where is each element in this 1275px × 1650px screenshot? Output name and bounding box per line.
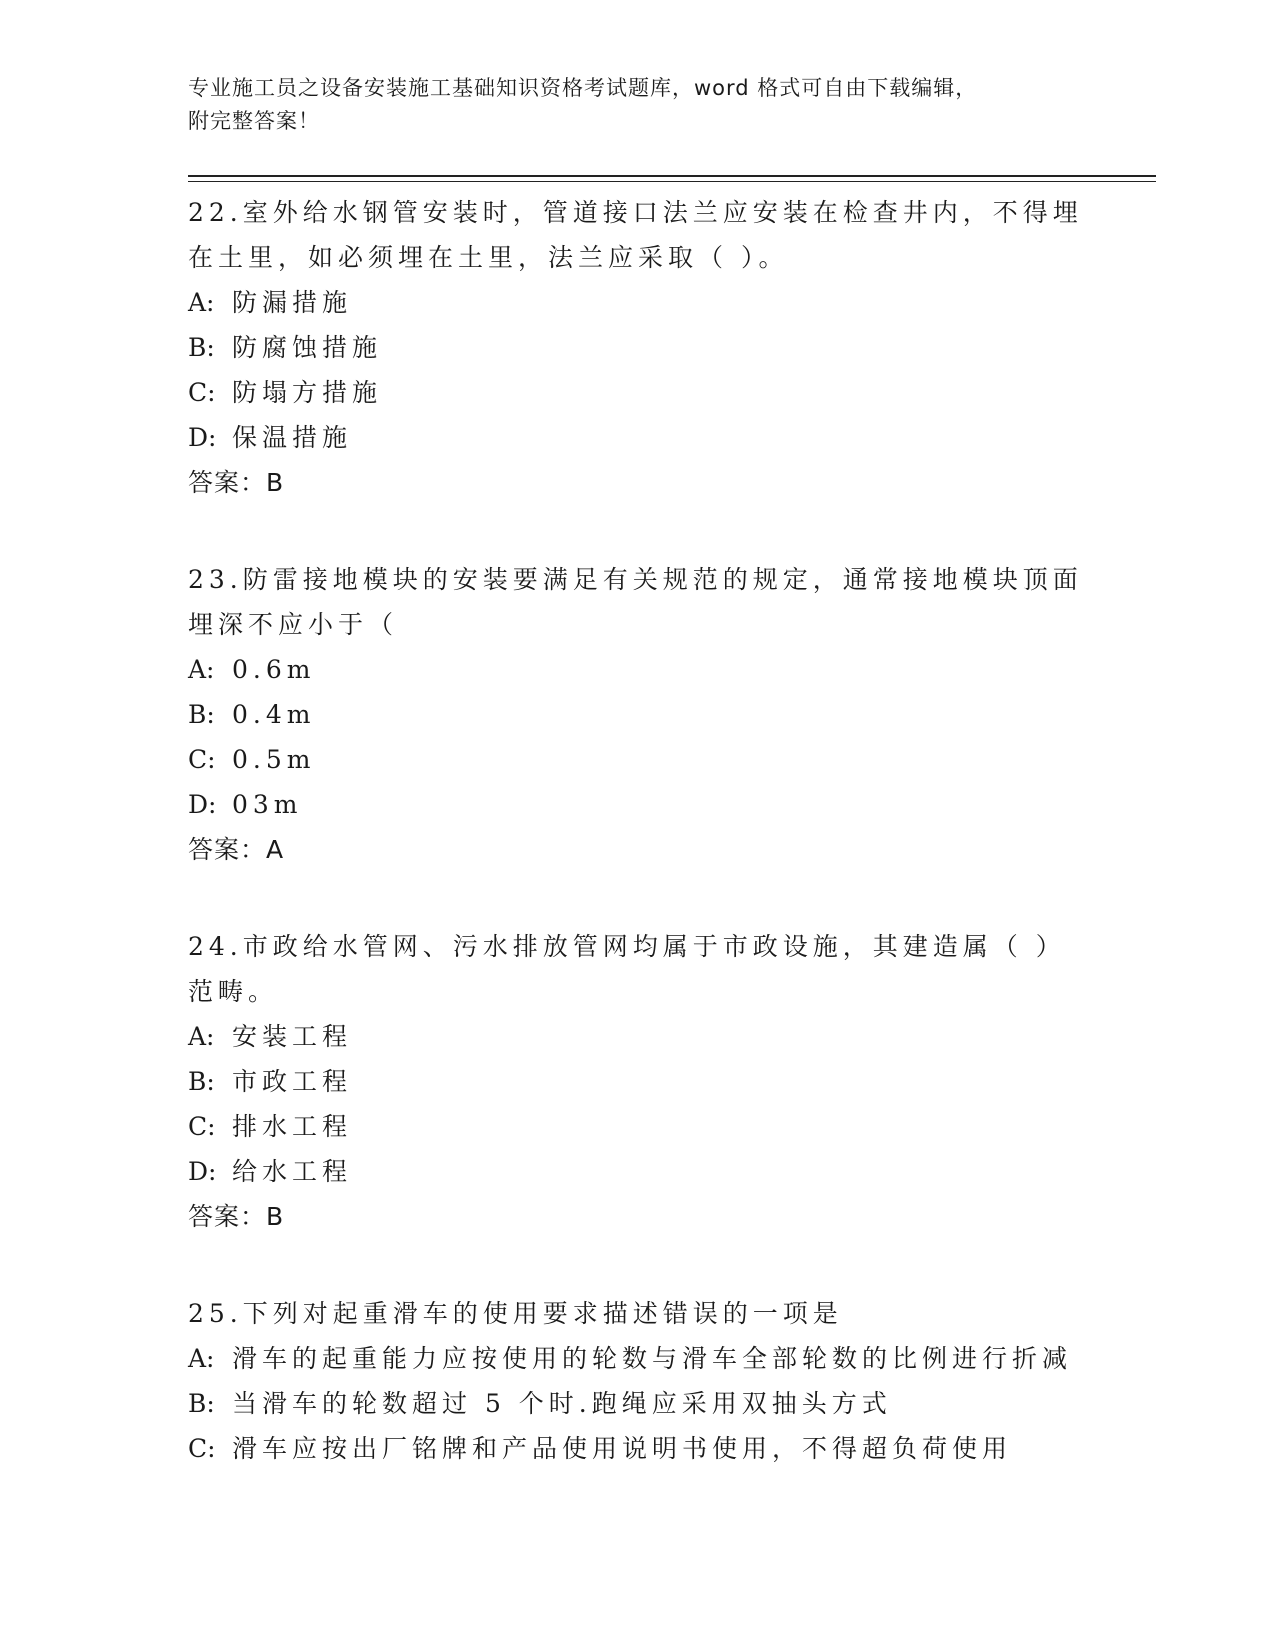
option-b — [188, 1381, 1088, 1426]
option-c — [188, 1104, 1088, 1149]
option-key: D: — [188, 423, 217, 452]
option-text: 0.6m — [232, 655, 316, 684]
option-b — [188, 1059, 1088, 1104]
option-text: 滑车的起重能力应按使用的轮数与滑车全部轮数的比例进行折减 — [232, 1344, 1073, 1373]
answer-line: 答案：A — [188, 835, 285, 864]
question-text: 22.室外给水钢管安装时，管道接口法兰应安装在检查井内，不得埋在土里，如必须埋在土里，法兰应采取（ ）。 — [188, 198, 1083, 272]
option-a — [188, 280, 1088, 325]
option-key: C: — [188, 1434, 216, 1463]
option-key: A: — [188, 288, 215, 317]
option-text: 当滑车的轮数超过 5 个时.跑绳应采用双抽头方式 — [232, 1389, 892, 1418]
option-text: 保温措施 — [232, 423, 353, 452]
option-text: 安装工程 — [232, 1022, 353, 1051]
option-key: A: — [188, 1022, 215, 1051]
option-d — [188, 782, 1088, 827]
document-header — [188, 72, 1068, 138]
answer-line: 答案：B — [188, 1202, 285, 1231]
option-key: B: — [188, 700, 215, 729]
option-d — [188, 415, 1088, 460]
option-text: 排水工程 — [232, 1112, 353, 1141]
question-25 — [188, 1291, 1088, 1471]
option-key: D: — [188, 790, 217, 819]
option-text: 0.5m — [232, 745, 316, 774]
option-text: 市政工程 — [232, 1067, 353, 1096]
option-text: 0.4m — [232, 700, 316, 729]
header-line-1: 专业施工员之设备安装施工基础知识资格考试题库，word 格式可自由下载编辑， — [188, 76, 978, 100]
question-text: 25.下列对起重滑车的使用要求描述错误的一项是 — [188, 1299, 843, 1328]
option-key: B: — [188, 1067, 215, 1096]
option-text: 防腐蚀措施 — [232, 333, 383, 362]
question-text: 23.防雷接地模块的安装要满足有关规范的规定，通常接地模块顶面埋深不应小于（ — [188, 565, 1083, 639]
option-key: C: — [188, 745, 216, 774]
option-b — [188, 325, 1088, 370]
option-d — [188, 1149, 1088, 1194]
option-b — [188, 692, 1088, 737]
option-text: 防漏措施 — [232, 288, 353, 317]
option-c — [188, 370, 1088, 415]
header-divider-thin — [188, 181, 1156, 182]
option-a — [188, 1014, 1088, 1059]
option-text: 滑车应按出厂铭牌和产品使用说明书使用，不得超负荷使用 — [232, 1434, 1013, 1463]
option-key: D: — [188, 1157, 217, 1186]
option-key: A: — [188, 655, 215, 684]
option-key: C: — [188, 1112, 216, 1141]
option-text: 给水工程 — [232, 1157, 353, 1186]
header-divider-thick — [188, 175, 1156, 177]
option-key: C: — [188, 378, 216, 407]
option-a — [188, 1336, 1088, 1381]
option-key: A: — [188, 1344, 215, 1373]
option-key: B: — [188, 333, 215, 362]
option-c — [188, 737, 1088, 782]
option-a — [188, 647, 1088, 692]
question-23 — [188, 557, 1088, 872]
option-text: 03m — [232, 790, 303, 819]
option-text: 防塌方措施 — [232, 378, 383, 407]
option-key: B: — [188, 1389, 215, 1418]
option-c — [188, 1426, 1088, 1471]
question-list — [188, 190, 1088, 1523]
answer-line: 答案：B — [188, 468, 285, 497]
question-24 — [188, 924, 1088, 1239]
question-text: 24.市政给水管网、污水排放管网均属于市政设施，其建造属（ ）范畴。 — [188, 932, 1066, 1006]
question-22 — [188, 190, 1088, 505]
header-line-2: 附完整答案！ — [188, 109, 320, 133]
